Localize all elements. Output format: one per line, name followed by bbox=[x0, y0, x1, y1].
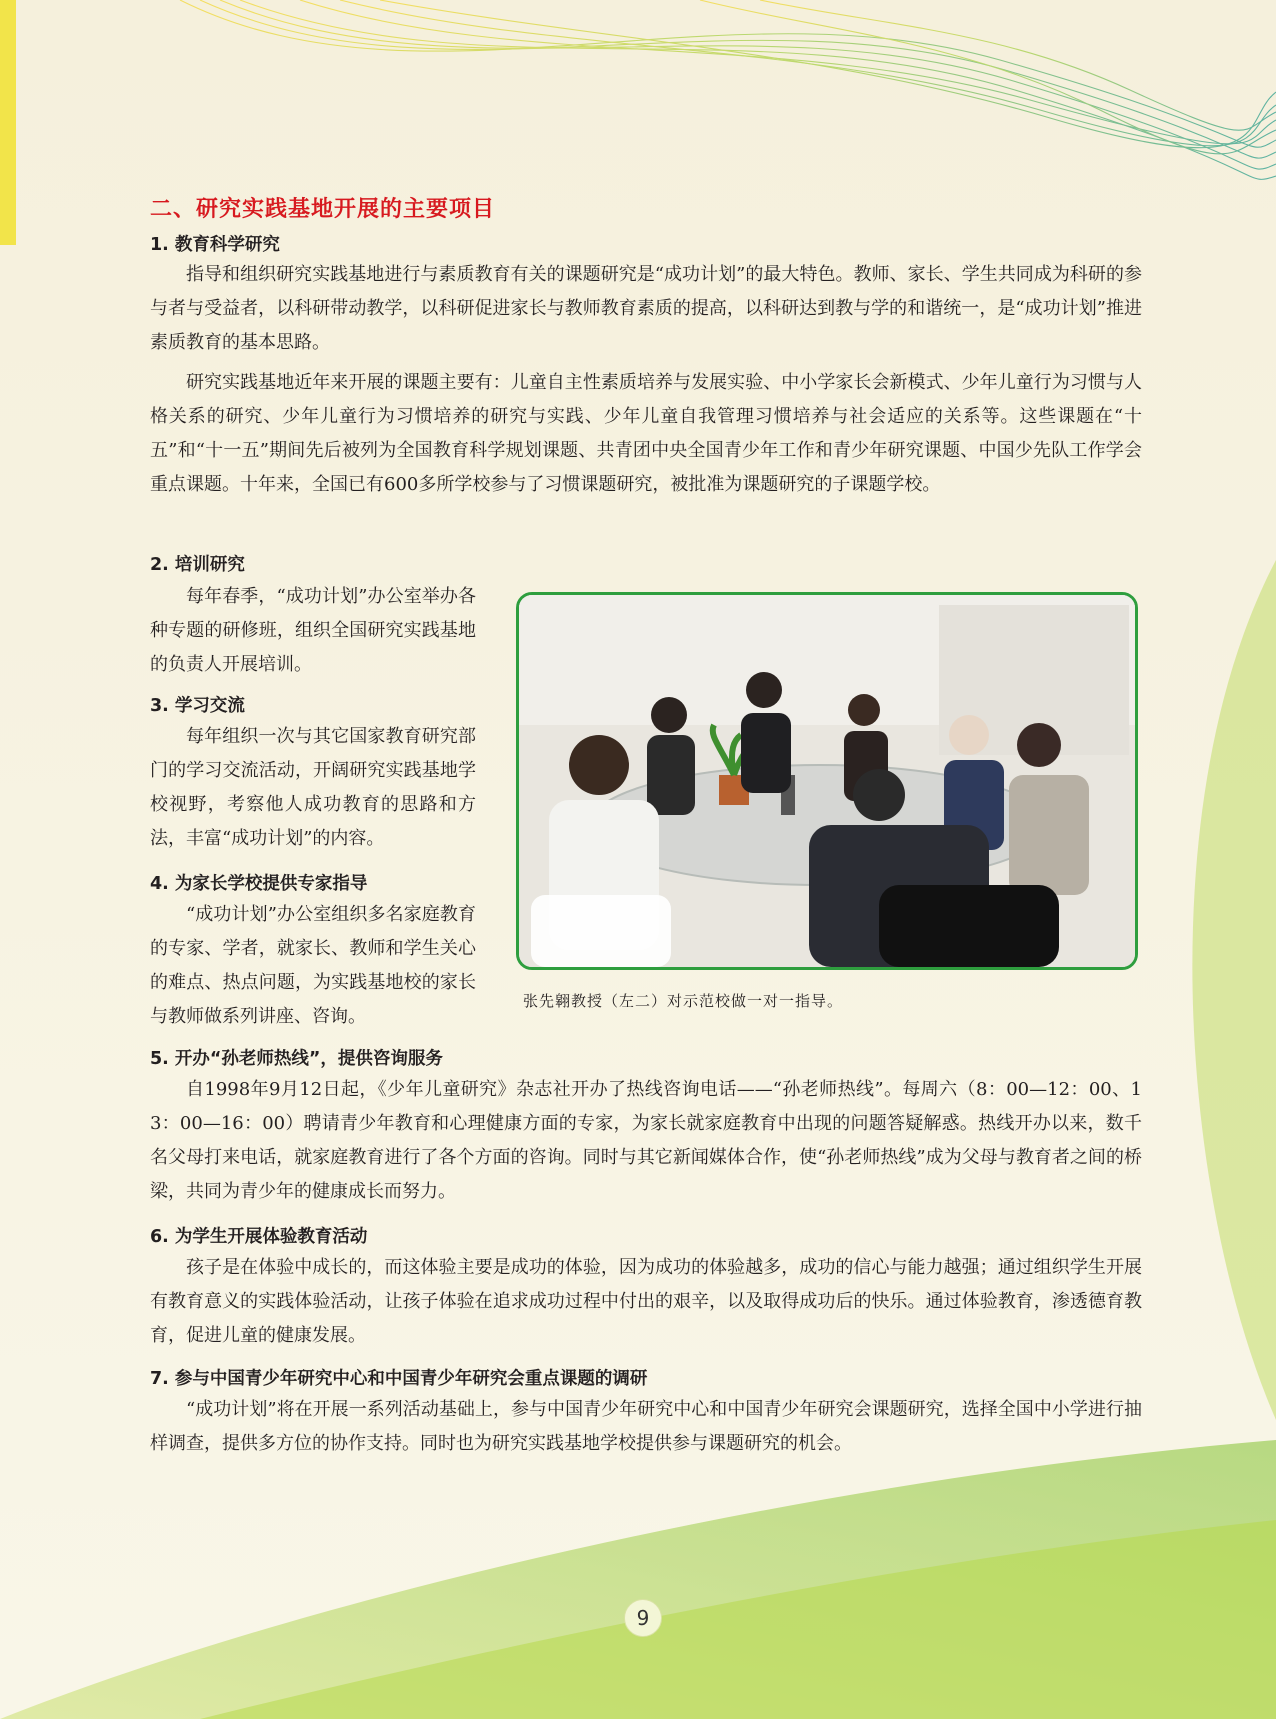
item-6-heading: 6. 为学生开展体验教育活动 bbox=[150, 1227, 368, 1247]
item-2-paragraph: 每年春季，“成功计划”办公室举办各种专题的研修班，组织全国研究实践基地的负责人开展培训。 bbox=[150, 586, 476, 675]
item-5-paragraph: 自1998年9月12日起，《少年儿童研究》杂志社开办了热线咨询电话——“孙老师热线”。每周六（8：00—12：00、13：00—16：00）聘请青少年教育和心理健康方面的专家，为家长就家庭教育中出现的问题答疑解惑。热线开办以来，数千名父母打来电话，就家庭教育进行了各个方面的咨询。同时与其它新闻媒体合作，使“孙老师热线”成为父母与教育者之间的桥梁，共同为青少年的健康成长而努力。 bbox=[150, 1079, 1142, 1202]
item-7-heading: 7. 参与中国青少年研究中心和中国青少年研究会重点课题的调研 bbox=[150, 1369, 648, 1389]
section-title: 二、研究实践基地开展的主要项目 bbox=[150, 197, 496, 222]
item-3-paragraph: 每年组织一次与其它国家教育研究部门的学习交流活动，开阔研究实践基地学校视野，考察他人成功教育的思路和方法，丰富“成功计划”的内容。 bbox=[150, 726, 476, 849]
item-7-paragraph: “成功计划”将在开展一系列活动基础上，参与中国青少年研究中心和中国青少年研究会课题研究，选择全国中小学进行抽样调查，提供多方位的协作支持。同时也为研究实践基地学校提供参与课题研究的机会。 bbox=[150, 1399, 1142, 1454]
meeting-photo bbox=[516, 592, 1138, 970]
item-5-heading: 5. 开办“孙老师热线”，提供咨询服务 bbox=[150, 1049, 443, 1069]
item-3-heading: 3. 学习交流 bbox=[150, 696, 245, 716]
photo-caption: 张先翱教授（左二）对示范校做一对一指导。 bbox=[523, 992, 844, 1010]
item-2-heading: 2. 培训研究 bbox=[150, 555, 245, 575]
item-1-paragraph-1: 指导和组织研究实践基地进行与素质教育有关的课题研究是“成功计划”的最大特色。教师、家长、学生共同成为科研的参与者与受益者，以科研带动教学，以科研促进家长与教师教育素质的提高，以科研达到教与学的和谐统一，是“成功计划”推进素质教育的基本思路。 bbox=[150, 264, 1142, 353]
item-6-paragraph: 孩子是在体验中成长的，而这体验主要是成功的体验，因为成功的体验越多，成功的信心与能力越强；通过组织学生开展有教育意义的实践体验活动，让孩子体验在追求成功过程中付出的艰辛，以及取得成功后的快乐。通过体验教育，渗透德育教育，促进儿童的健康发展。 bbox=[150, 1257, 1142, 1346]
item-4-paragraph: “成功计划”办公室组织多名家庭教育的专家、学者，就家长、教师和学生关心的难点、热点问题，为实践基地校的家长与教师做系列讲座、咨询。 bbox=[150, 904, 476, 1027]
item-1-paragraph-2: 研究实践基地近年来开展的课题主要有：儿童自主性素质培养与发展实验、中小学家长会新模式、少年儿童行为习惯与人格关系的研究、少年儿童行为习惯培养的研究与实践、少年儿童自我管理习惯培养与社会适应的关系等。这些课题在“十五”和“十一五”期间先后被列为全国教育科学规划课题、共青团中央全国青少年工作和青少年研究课题、中国少先队工作学会重点课题。十年来，全国已有600多所学校参与了习惯课题研究，被批准为课题研究的子课题学校。 bbox=[150, 372, 1142, 495]
item-4-heading: 4. 为家长学校提供专家指导 bbox=[150, 874, 368, 894]
item-1-heading: 1. 教育科学研究 bbox=[150, 235, 280, 255]
page-number: 9 bbox=[624, 1599, 662, 1637]
